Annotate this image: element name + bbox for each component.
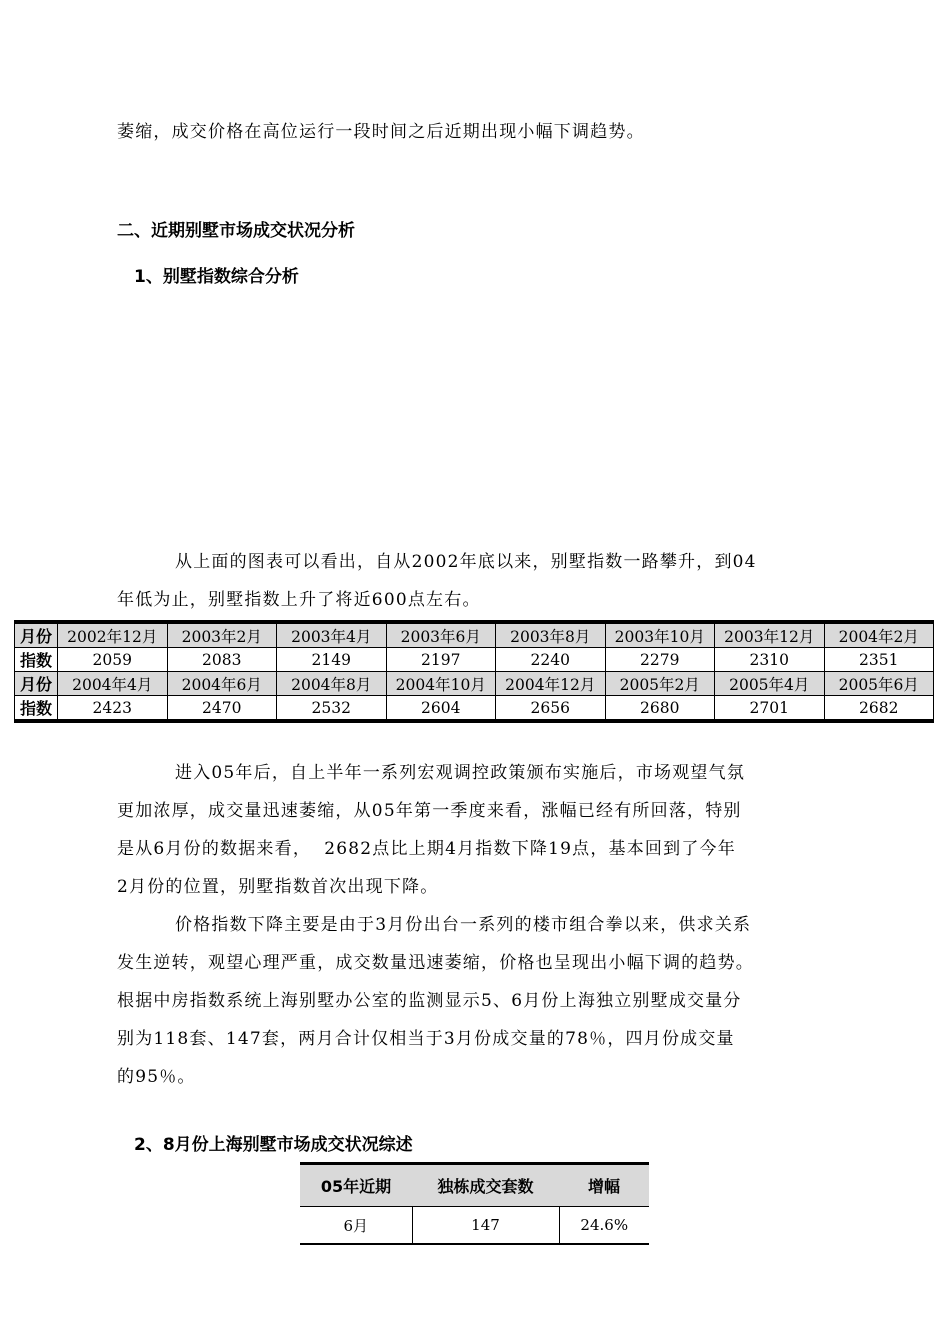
paragraph-line: 的95％。 bbox=[117, 1067, 196, 1087]
month-cell: 2003年2月 bbox=[167, 622, 277, 648]
index-cell: 2083 bbox=[167, 648, 277, 672]
paragraph-line: 是从6月份的数据来看， 2682点比上期4月指数下降19点，基本回到了今年 bbox=[117, 839, 736, 859]
month-row-label: 月份 bbox=[15, 622, 58, 648]
month-cell: 2003年12月 bbox=[715, 622, 825, 648]
month-cell: 2004年12月 bbox=[496, 672, 606, 696]
intro-line: 萎缩，成交价格在高位运行一段时间之后近期出现小幅下调趋势。 bbox=[117, 122, 645, 142]
table-row bbox=[15, 696, 934, 722]
index-cell: 2197 bbox=[386, 648, 496, 672]
index-cell: 2680 bbox=[605, 696, 715, 722]
paragraph-index-summary bbox=[117, 543, 757, 619]
paragraph-line: 别为118套、147套，两月合计仅相当于3月份成交量的78％，四月份成交量 bbox=[117, 1029, 735, 1049]
subheading-august-summary: 2、8月份上海别墅市场成交状况综述 bbox=[134, 1135, 413, 1155]
index-cell: 2532 bbox=[277, 696, 387, 722]
month-cell: 2004年8月 bbox=[277, 672, 387, 696]
paragraph-market-analysis bbox=[117, 754, 754, 1096]
index-row-label: 指数 bbox=[15, 696, 58, 722]
paragraph-line: 发生逆转，观望心理严重，成交数量迅速萎缩，价格也呈现出小幅下调的趋势。 bbox=[117, 953, 754, 973]
paragraph-line: 进入05年后，自上半年一系列宏观调控政策颁布实施后，市场观望气氛 bbox=[175, 763, 746, 783]
subheading-index-analysis: 1、别墅指数综合分析 bbox=[134, 267, 299, 287]
index-cell: 2701 bbox=[715, 696, 825, 722]
month-cell: 2003年4月 bbox=[277, 622, 387, 648]
index-row-label: 指数 bbox=[15, 648, 58, 672]
index-cell: 2149 bbox=[277, 648, 387, 672]
month-cell: 2005年2月 bbox=[605, 672, 715, 696]
month-cell: 2003年10月 bbox=[605, 622, 715, 648]
column-header: 05年近期 bbox=[300, 1164, 412, 1207]
table-row bbox=[300, 1207, 649, 1245]
section-heading: 二、近期别墅市场成交状况分析 bbox=[117, 221, 355, 241]
villa-index-table bbox=[14, 620, 934, 723]
month-cell: 2004年2月 bbox=[824, 622, 934, 648]
paragraph-line: 年低为止，别墅指数上升了将近600点左右。 bbox=[117, 590, 481, 610]
paragraph-line: 2月份的位置，别墅指数首次出现下降。 bbox=[117, 877, 439, 897]
month-cell: 2004年10月 bbox=[386, 672, 496, 696]
month-row-label: 月份 bbox=[15, 672, 58, 696]
index-cell: 2423 bbox=[58, 696, 168, 722]
table-header-row bbox=[300, 1164, 649, 1207]
table-row bbox=[15, 648, 934, 672]
column-header: 独栋成交套数 bbox=[412, 1164, 559, 1207]
paragraph-line: 根据中房指数系统上海别墅办公室的监测显示5、6月份上海独立别墅成交量分 bbox=[117, 991, 742, 1011]
month-cell: 2003年6月 bbox=[386, 622, 496, 648]
index-cell: 2059 bbox=[58, 648, 168, 672]
table-cell: 6月 bbox=[300, 1207, 412, 1245]
paragraph-line: 从上面的图表可以看出，自从2002年底以来，别墅指数一路攀升，到04 bbox=[175, 552, 757, 572]
paragraph-line: 价格指数下降主要是由于3月份出台一系列的楼市组合拳以来，供求关系 bbox=[175, 915, 752, 935]
month-cell: 2005年4月 bbox=[715, 672, 825, 696]
index-cell: 2351 bbox=[824, 648, 934, 672]
table-row bbox=[15, 672, 934, 696]
table-row bbox=[15, 622, 934, 648]
paragraph-line: 更加浓厚，成交量迅速萎缩，从05年第一季度来看，涨幅已经有所回落，特别 bbox=[117, 801, 742, 821]
table-cell: 147 bbox=[412, 1207, 559, 1245]
month-cell: 2005年6月 bbox=[824, 672, 934, 696]
month-cell: 2003年8月 bbox=[496, 622, 606, 648]
column-header: 增幅 bbox=[559, 1164, 649, 1207]
index-cell: 2604 bbox=[386, 696, 496, 722]
index-cell: 2682 bbox=[824, 696, 934, 722]
month-cell: 2002年12月 bbox=[58, 622, 168, 648]
table-cell: 24.6% bbox=[559, 1207, 649, 1245]
index-cell: 2240 bbox=[496, 648, 606, 672]
index-cell: 2310 bbox=[715, 648, 825, 672]
index-cell: 2470 bbox=[167, 696, 277, 722]
index-cell: 2279 bbox=[605, 648, 715, 672]
august-sales-table bbox=[300, 1162, 649, 1245]
month-cell: 2004年6月 bbox=[167, 672, 277, 696]
index-cell: 2656 bbox=[496, 696, 606, 722]
month-cell: 2004年4月 bbox=[58, 672, 168, 696]
